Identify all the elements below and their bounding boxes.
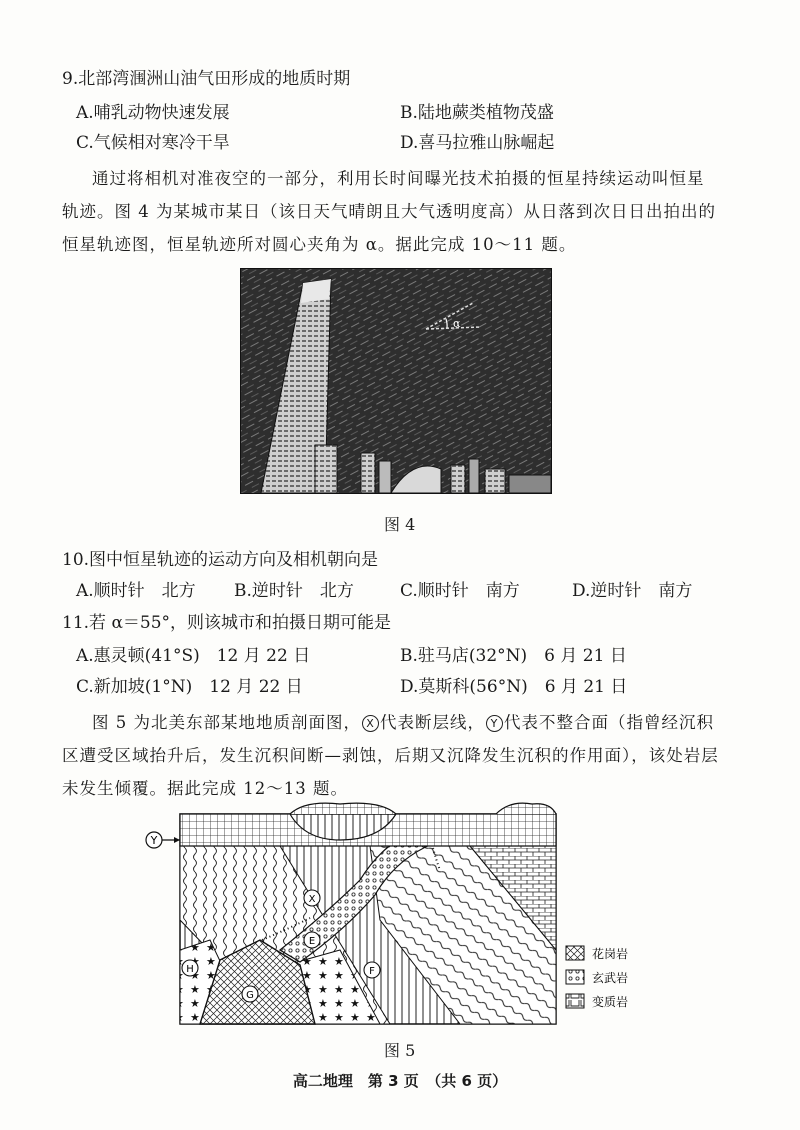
label-x: X [308, 894, 316, 905]
figure-4-caption: 图 4 [384, 515, 416, 534]
angle-alpha-label: α [453, 317, 461, 330]
legend-basalt: 玄武岩 [592, 971, 629, 985]
intro2-line-1-part-c: 代表不整合面（指曾经沉积 [504, 713, 714, 732]
q9-option-b: B.陆地蕨类植物茂盛 [400, 103, 554, 123]
q11-option-a: A.惠灵顿(41°S) 12 月 22 日 [76, 646, 311, 666]
figure-4-star-trail-photo [240, 268, 552, 494]
page-footer: 高二地理 第 3 页 （共 6 页） [292, 1072, 508, 1090]
intro2-line-1 [92, 712, 714, 734]
intro2-line-2: 区遭受区域抬升后，发生沉积间断—剥蚀，后期又沉降发生沉积的作用面），该处岩层 [62, 746, 719, 765]
figure-5-legend [566, 946, 628, 1009]
star-trail-illustration [241, 269, 551, 493]
fault-line-symbol: X [362, 715, 379, 732]
intro2-line-1-part-a: 图 5 为北美东部某地地质剖面图， [92, 713, 361, 732]
label-h: H [186, 964, 194, 975]
legend-granite: 花岗岩 [592, 947, 629, 961]
q11-option-b: B.驻马店(32°N) 6 月 21 日 [400, 646, 627, 666]
q10-option-c: C.顺时针 南方 [400, 581, 520, 601]
q11-stem: 11.若 α＝55°，则该城市和拍摄日期可能是 [62, 613, 392, 633]
q9-stem: 9.北部湾涠洲山油气田形成的地质时期 [62, 69, 351, 89]
q9-option-c: C.气候相对寒冷干旱 [76, 133, 230, 153]
label-f: F [369, 966, 375, 977]
figure-5-geologic-section [140, 800, 660, 1032]
figure-5-caption: 图 5 [384, 1041, 416, 1060]
q9-option-d: D.喜马拉雅山脉崛起 [400, 133, 555, 153]
unconformity-symbol: Y [486, 715, 503, 732]
label-g: G [246, 990, 254, 1001]
q9-option-a: A.哺乳动物快速发展 [76, 103, 230, 123]
q10-stem: 10.图中恒星轨迹的运动方向及相机朝向是 [62, 550, 379, 570]
intro1-line-1: 通过将相机对准夜空的一部分，利用长时间曝光技术拍摄的恒星持续运动叫恒星 [92, 169, 705, 188]
label-y: Y [150, 834, 158, 847]
q10-option-b: B.逆时针 北方 [234, 581, 354, 601]
intro2-line-1-part-b: 代表断层线， [380, 713, 485, 732]
intro2-line-3: 未发生倾覆。据此完成 12～13 题。 [62, 779, 348, 798]
q11-option-d: D.莫斯科(56°N) 6 月 21 日 [400, 677, 628, 697]
label-e: E [308, 936, 316, 947]
legend-metamorphic: 变质岩 [592, 995, 629, 1009]
intro1-line-2: 轨迹。图 4 为某城市某日（该日天气晴朗且大气透明度高）从日落到次日日出拍出的 [62, 202, 716, 221]
q10-option-a: A.顺时针 北方 [76, 581, 196, 601]
q10-option-d: D.逆时针 南方 [572, 581, 693, 601]
q11-option-c: C.新加坡(1°N) 12 月 22 日 [76, 677, 303, 697]
intro1-line-3: 恒星轨迹图，恒星轨迹所对圆心夹角为 α。据此完成 10～11 题。 [62, 235, 577, 254]
